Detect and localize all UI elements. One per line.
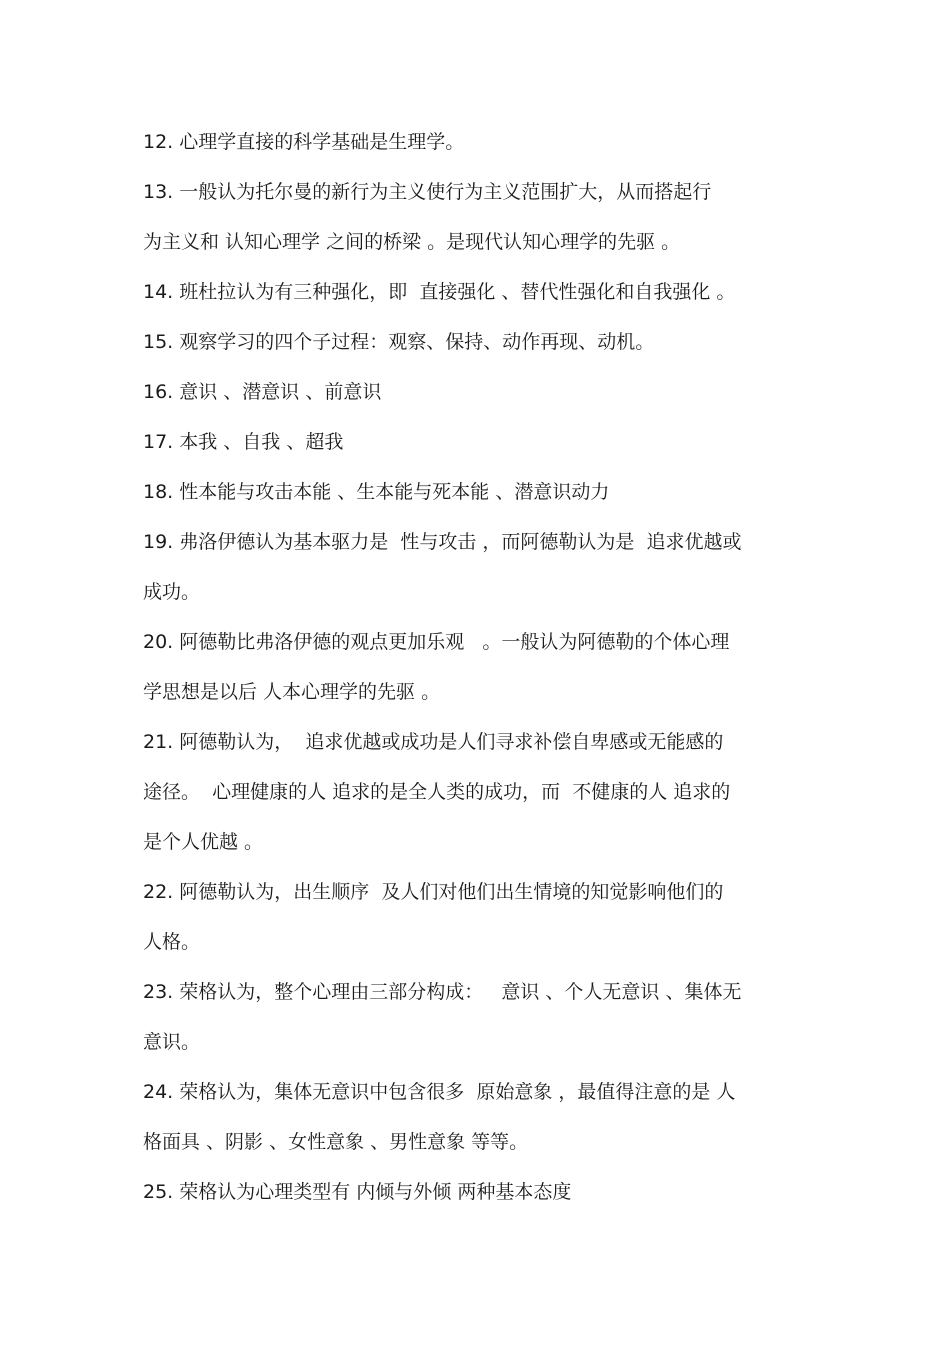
text-line-item-20-cont: 学思想是以后 人本心理学的先驱 。	[143, 681, 441, 703]
text-line-item-24: 24. 荣格认为，集体无意识中包含很多 原始意象 ，最值得注意的是 人	[143, 1081, 736, 1103]
text-line-item-12: 12. 心理学直接的科学基础是生理学。	[143, 131, 465, 153]
text-line-item-19: 19. 弗洛伊德认为基本驱力是 性与攻击 ，而阿德勒认为是 追求优越或	[143, 531, 742, 553]
text-line-item-14: 14. 班杜拉认为有三种强化，即 直接强化 、替代性强化和自我强化 。	[143, 281, 736, 303]
text-line-item-18: 18. 性本能与攻击本能 、生本能与死本能 、潜意识动力	[143, 481, 610, 503]
text-line-item-21-cont-2: 是个人优越 。	[143, 831, 264, 853]
text-line-item-19-cont: 成功。	[143, 581, 201, 603]
text-line-item-21-cont-1: 途径。 心理健康的人 追求的是全人类的成功，而 不健康的人 追求的	[143, 781, 731, 803]
text-line-item-20: 20. 阿德勒比弗洛伊德的观点更加乐观 。一般认为阿德勒的个体心理	[143, 631, 730, 653]
text-line-item-15: 15. 观察学习的四个子过程：观察、保持、动作再现、动机。	[143, 331, 655, 353]
text-line-item-22: 22. 阿德勒认为，出生顺序 及人们对他们出生情境的知觉影响他们的	[143, 881, 724, 903]
document-body	[143, 117, 823, 1217]
text-line-item-13-cont: 为主义和 认知心理学 之间的桥梁 。是现代认知心理学的先驱 。	[143, 231, 681, 253]
text-line-item-21: 21. 阿德勒认为， 追求优越或成功是人们寻求补偿自卑感或无能感的	[143, 731, 724, 753]
text-line-item-13: 13. 一般认为托尔曼的新行为主义使行为主义范围扩大，从而搭起行	[143, 181, 712, 203]
text-line-item-16: 16. 意识 、潜意识 、前意识	[143, 381, 382, 403]
text-line-item-17: 17. 本我 、自我 、超我	[143, 431, 344, 453]
text-line-item-23-cont: 意识。	[143, 1031, 201, 1053]
text-line-item-23: 23. 荣格认为，整个心理由三部分构成： 意识 、个人无意识 、集体无	[143, 981, 742, 1003]
text-line-item-22-cont: 人格。	[143, 931, 201, 953]
text-line-item-24-cont: 格面具 、阴影 、女性意象 、男性意象 等等。	[143, 1131, 529, 1153]
text-line-item-25: 25. 荣格认为心理类型有 内倾与外倾 两种基本态度	[143, 1181, 572, 1203]
